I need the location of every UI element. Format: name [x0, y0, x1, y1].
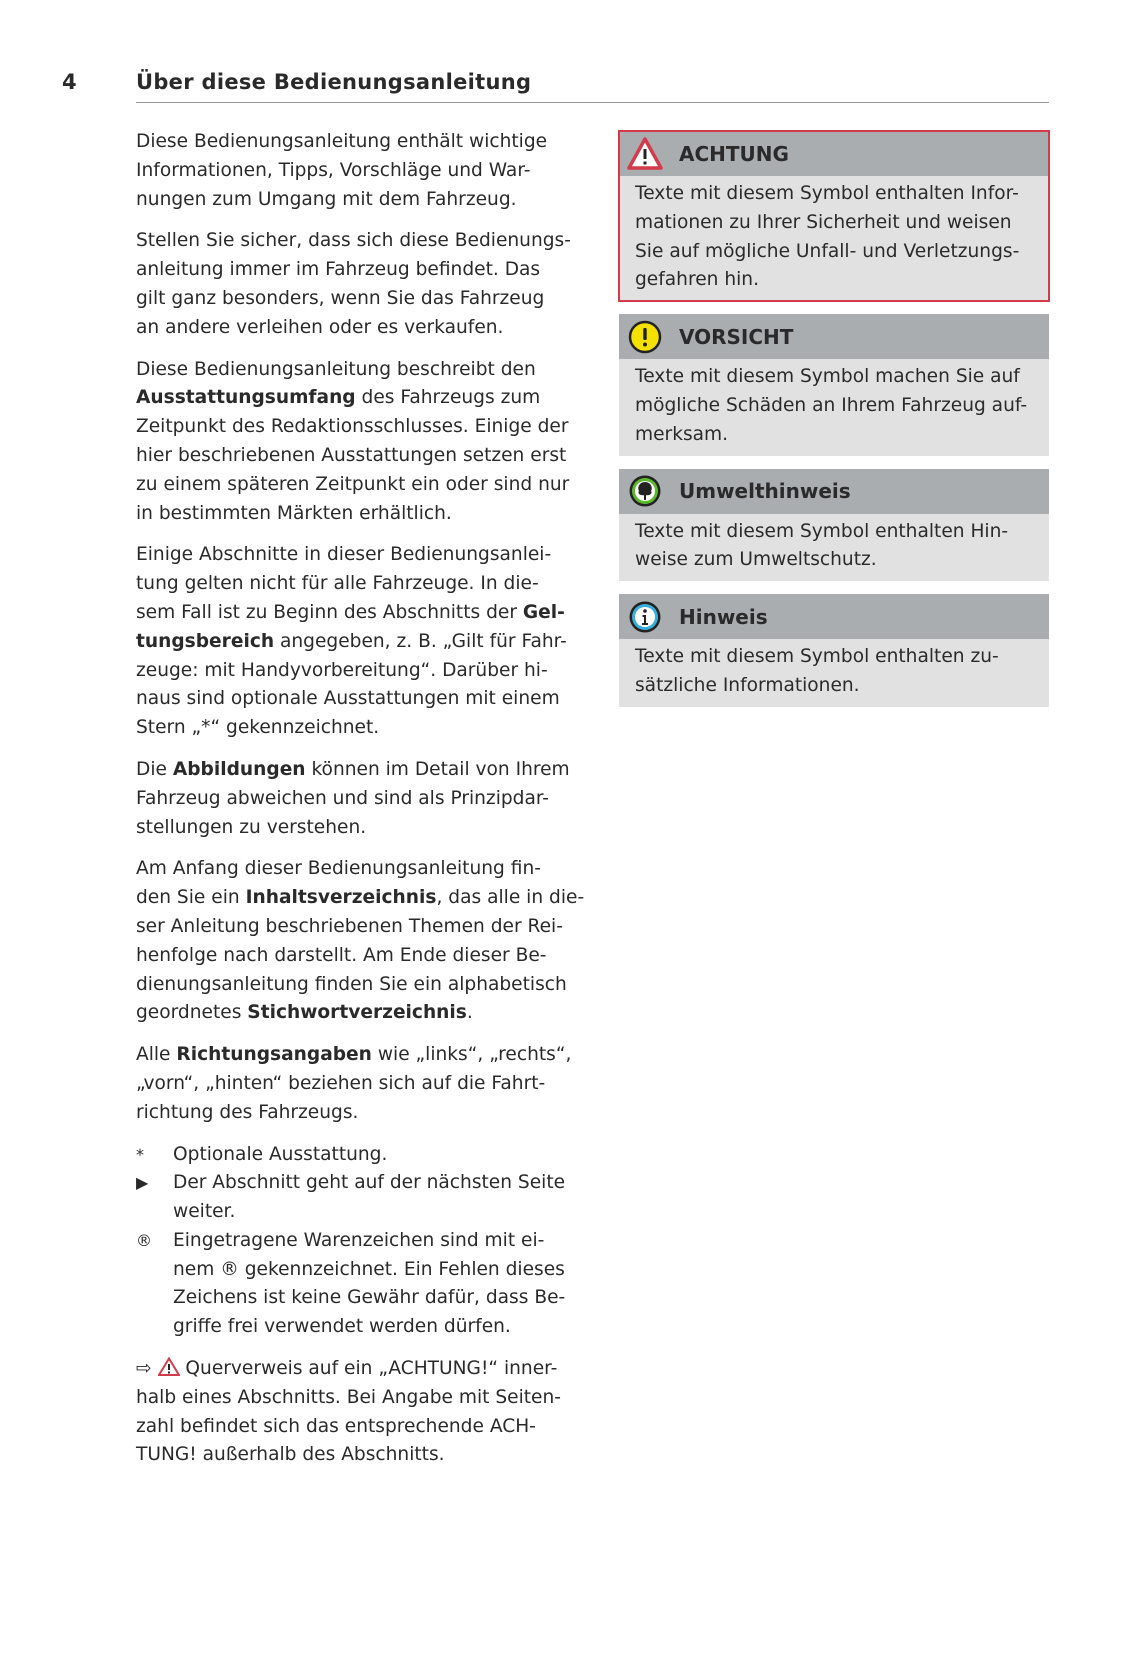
notice-box-achtung — [619, 131, 1049, 301]
text-run: können im Detail von Ihrem — [305, 758, 570, 780]
text-line — [136, 1041, 576, 1070]
text-line — [136, 384, 576, 413]
text-run: Am Anfang dieser Bedienungsanleitung fin- — [136, 858, 541, 880]
text-line — [136, 855, 576, 884]
notice-box-body — [619, 514, 1049, 582]
text-line — [136, 1099, 576, 1128]
text-run: henfolge nach darstellt. Am Ende dieser Be- — [136, 944, 547, 966]
notice-box-vorsicht — [619, 314, 1049, 455]
text-run: Fahrzeug abweichen und sind als Prinzipdar- — [136, 787, 550, 809]
notice-box-body — [619, 359, 1049, 455]
text-line: gefahren hin. — [635, 269, 759, 291]
text-line: Zeichens ist keine Gewähr dafür, dass Be- — [173, 1287, 566, 1309]
text-run: Diese Bedienungsanleitung enthält wichtige — [136, 131, 548, 152]
text-run: Alle — [136, 1044, 177, 1066]
text-line: Texte mit diesem Symbol enthalten zu- — [635, 646, 999, 668]
asterisk-marker: * — [136, 1144, 144, 1164]
registered-marker: ® — [136, 1230, 152, 1250]
text-run: dienungsanleitung finden Sie ein alphabetisch — [136, 973, 567, 995]
info-icon — [627, 599, 679, 635]
text-run: , das alle in die- — [436, 887, 585, 909]
text-line: Der Abschnitt geht auf der nächsten Seite — [173, 1172, 566, 1194]
notice-box-header — [619, 469, 1049, 514]
text-line — [136, 256, 576, 285]
text-line: mögliche Schäden an Ihrem Fahrzeug auf- — [635, 394, 1028, 416]
text-run: sem Fall ist zu Beginn des Abschnitts der — [136, 601, 523, 623]
legend-item — [136, 1141, 576, 1170]
text-line — [136, 1070, 576, 1099]
text-run: zu einem späteren Zeitpunkt ein oder sind nur — [136, 473, 570, 495]
paragraph — [136, 541, 576, 743]
continue-arrow-icon: ▶ — [136, 1173, 149, 1193]
header-divider — [136, 102, 1049, 103]
text-run: . — [466, 1002, 473, 1024]
text-line: mationen zu Ihrer Sicherheit und weisen — [635, 211, 1012, 233]
text-line — [136, 442, 576, 471]
caution-exclamation-icon — [627, 319, 679, 355]
text-line — [136, 756, 576, 785]
text-run: den Sie ein — [136, 887, 246, 909]
page-number: 4 — [62, 70, 77, 94]
paragraph — [136, 227, 576, 342]
text-line — [136, 1355, 576, 1384]
notice-box-title: VORSICHT — [679, 324, 794, 349]
text-run: „vorn“, „hinten“ beziehen sich auf die Fahrt- — [136, 1072, 546, 1094]
text-run: zeuge: mit Handyvorbereitung“. Darüber hi- — [136, 659, 548, 681]
text-line — [136, 628, 576, 657]
text-line — [136, 128, 576, 157]
bold-term: Stichwortverzeichnis — [247, 1002, 467, 1024]
text-run: Diese Bedienungsanleitung beschreibt den — [136, 358, 536, 380]
bold-term: tungsbereich — [136, 630, 275, 652]
text-line: zahl befindet sich das entsprechende ACH- — [136, 1415, 536, 1437]
text-run: Informationen, Tipps, Vorschläge und War- — [136, 159, 531, 181]
notice-box-hinweis — [619, 594, 1049, 707]
text-run: des Fahrzeugs zum — [355, 387, 541, 409]
text-line — [136, 314, 576, 343]
paragraph — [136, 356, 576, 529]
warning-triangle-icon — [158, 1358, 180, 1379]
text-run: gilt ganz besonders, wenn Sie das Fahrzeug — [136, 287, 545, 309]
text-run: hier beschriebenen Ausstattungen setzen erst — [136, 444, 567, 466]
text-line — [136, 942, 576, 971]
bold-term: Inhaltsverzeichnis — [245, 887, 437, 909]
notice-box-header — [619, 131, 1049, 176]
text-run: Stern „*“ gekennzeichnet. — [136, 717, 380, 739]
notice-box-body — [619, 639, 1049, 707]
text-line: halb eines Abschnitts. Bei Angabe mit Seiten- — [136, 1386, 561, 1408]
notice-box-header — [619, 314, 1049, 359]
text-line — [136, 227, 576, 256]
text-run: naus sind optionale Ausstattungen mit einem — [136, 688, 560, 710]
notice-box-header — [619, 594, 1049, 639]
text-line — [136, 599, 576, 628]
text-run: an andere verleihen oder es verkaufen. — [136, 316, 504, 338]
paragraph — [136, 855, 585, 1028]
paragraph — [136, 1041, 576, 1127]
paragraph — [136, 756, 576, 842]
crossref-arrow-icon: ⇨ — [136, 1358, 158, 1380]
notice-box-title: Hinweis — [679, 604, 768, 629]
text-run: stellungen zu verstehen. — [136, 816, 367, 838]
text-run: Stellen Sie sicher, dass sich diese Bedienungs- — [136, 230, 571, 252]
text-run: nungen zum Umgang mit dem Fahrzeug. — [136, 188, 517, 210]
text-run: Querverweis auf ein „ACHTUNG!“ inner- — [179, 1358, 558, 1380]
notice-box-umwelthinweis — [619, 469, 1049, 582]
notice-box-body — [619, 176, 1049, 301]
environment-tree-icon — [627, 473, 679, 509]
text-line — [136, 186, 576, 215]
text-line — [136, 814, 576, 843]
crossref-paragraph — [136, 1355, 576, 1470]
text-run: ser Anleitung beschriebenen Themen der Rei- — [136, 915, 563, 937]
text-line: TUNG! außerhalb des Abschnitts. — [136, 1444, 445, 1466]
bold-term: Ausstattungsumfang — [136, 387, 356, 409]
text-run: geordnetes — [136, 1002, 248, 1024]
page-title: Über diese Bedienungsanleitung — [136, 70, 532, 94]
text-line: Texte mit diesem Symbol machen Sie auf — [635, 366, 1020, 388]
symbol-legend-list — [136, 1141, 576, 1343]
notice-box-title: ACHTUNG — [679, 141, 789, 166]
text-line: weiter. — [173, 1201, 236, 1223]
notice-box-title: Umwelthinweis — [679, 479, 851, 504]
text-run: wie „links“, „rechts“, — [371, 1044, 572, 1066]
bold-term: Abbildungen — [172, 758, 306, 780]
text-run: anleitung immer im Fahrzeug befindet. Das — [136, 259, 541, 281]
text-line — [136, 657, 576, 686]
text-run: Einige Abschnitte in dieser Bedienungsanlei- — [136, 544, 552, 566]
text-run: Zeitpunkt des Redaktionsschlusses. Einige der — [136, 416, 569, 438]
warning-triangle-icon — [627, 136, 679, 172]
text-run: richtung des Fahrzeugs. — [136, 1101, 359, 1123]
text-line: griffe frei verwendet werden dürfen. — [173, 1316, 511, 1338]
text-line: Texte mit diesem Symbol enthalten Hin- — [635, 520, 1009, 542]
text-line: Texte mit diesem Symbol enthalten Infor- — [635, 183, 1019, 204]
text-line — [136, 500, 576, 529]
legend-item — [136, 1227, 576, 1342]
text-run: tung gelten nicht für alle Fahrzeuge. In die- — [136, 573, 539, 595]
symbol-legend-column — [619, 131, 1049, 720]
text-line — [136, 999, 576, 1028]
text-line — [136, 285, 576, 314]
text-line — [136, 971, 576, 1000]
text-line: Optionale Ausstattung. — [173, 1143, 388, 1165]
text-line: nem ® gekennzeichnet. Ein Fehlen dieses — [173, 1258, 565, 1280]
main-text-column — [136, 128, 585, 1483]
text-line — [136, 785, 576, 814]
text-line: Sie auf mögliche Unfall- und Verletzungs- — [635, 240, 1020, 262]
paragraph — [136, 128, 576, 214]
legend-item — [136, 1169, 576, 1227]
text-line: merksam. — [635, 423, 729, 445]
text-line — [136, 884, 585, 913]
text-line — [136, 685, 576, 714]
text-line — [136, 157, 576, 186]
text-line — [136, 471, 576, 500]
text-line: Eingetragene Warenzeichen sind mit ei- — [173, 1229, 545, 1251]
text-line — [136, 356, 576, 385]
text-line — [136, 570, 576, 599]
text-line — [136, 541, 576, 570]
text-run: angegeben, z. B. „Gilt für Fahr- — [274, 630, 567, 652]
text-run: Die — [136, 758, 173, 780]
bold-term: Gel- — [522, 601, 565, 623]
text-line — [136, 413, 576, 442]
text-line: weise zum Umweltschutz. — [635, 549, 877, 571]
text-line: sätzliche Informationen. — [635, 674, 860, 696]
text-run: in bestimmten Märkten erhältlich. — [136, 502, 452, 524]
bold-term: Richtungsangaben — [176, 1044, 372, 1066]
text-line — [136, 714, 576, 743]
text-line — [136, 913, 576, 942]
